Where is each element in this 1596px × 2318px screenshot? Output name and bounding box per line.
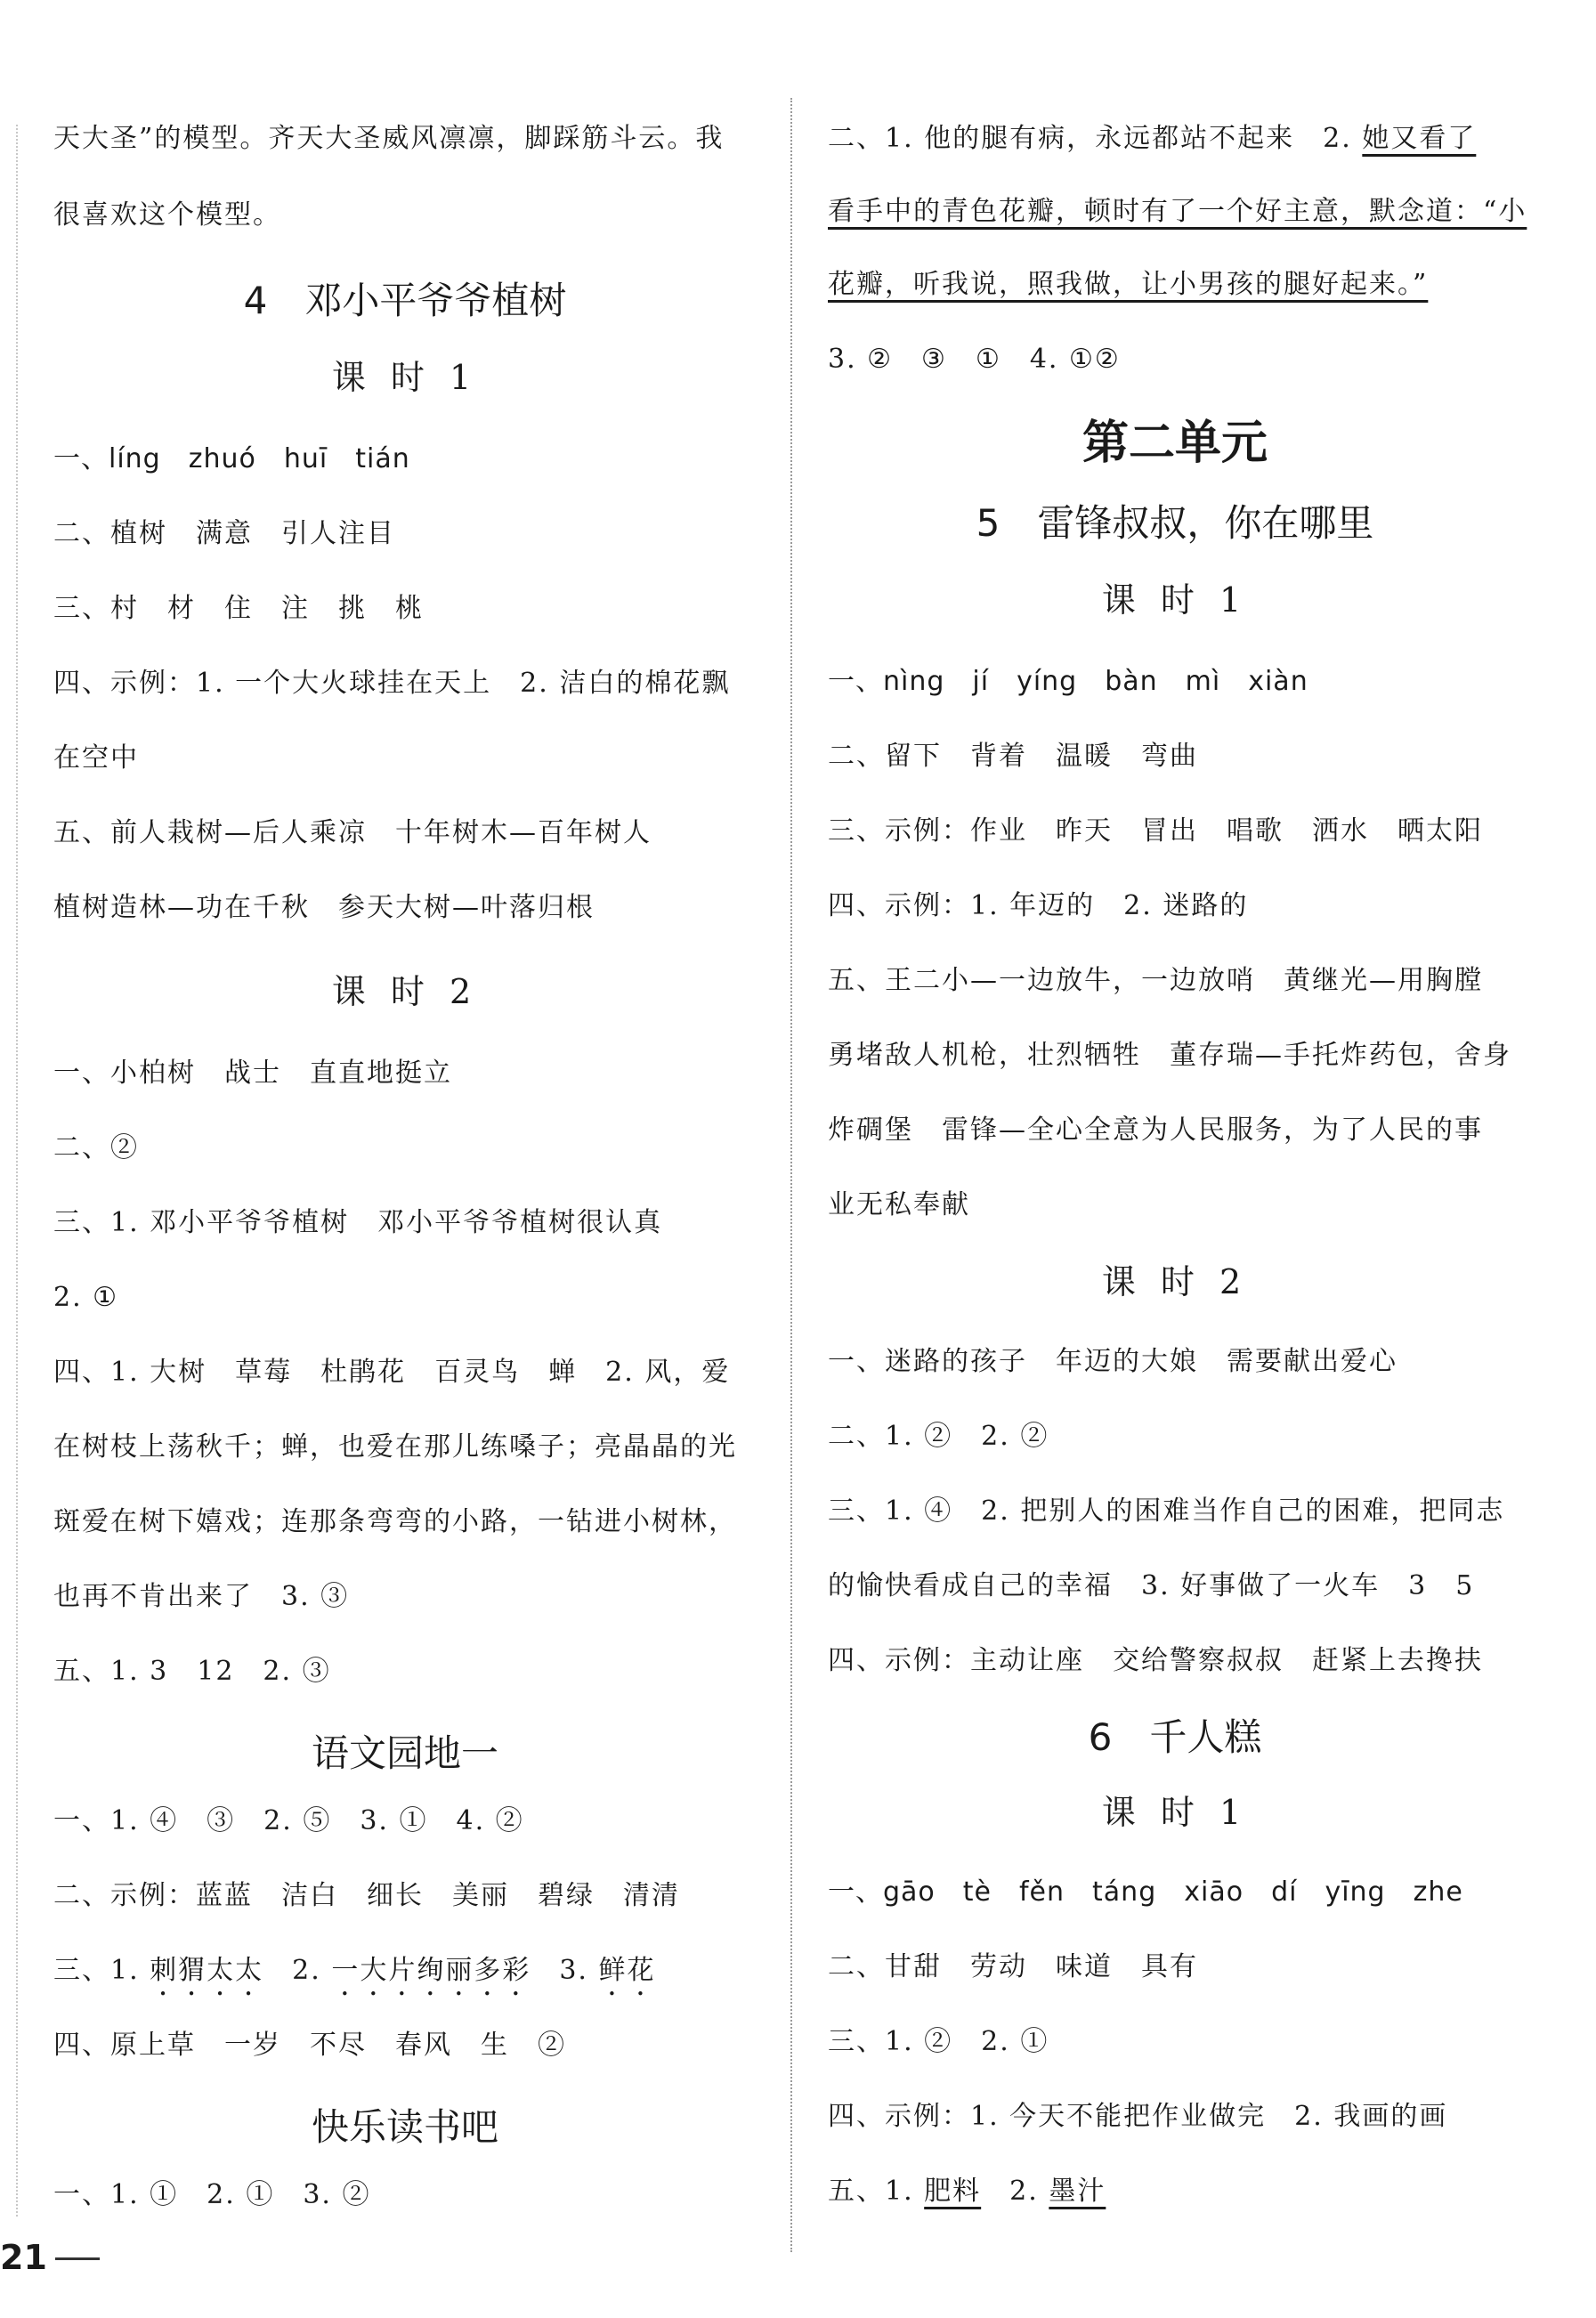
answer-line: 业无私奉献 [828, 1189, 970, 1220]
answer-line: 四、示例：1. 一个大火球挂在天上 2. 洁白的棉花飘 [53, 668, 731, 699]
right-column [828, 0, 1527, 2318]
text-line: 天大圣”的模型。齐天大圣威风凛凛，脚踩筋斗云。我 [53, 123, 725, 154]
answer-line: 二、1. ② 2. ② [828, 1421, 1049, 1452]
answer-line: 一、gāo tè fěn táng xiāo dí yīng zhe [828, 1876, 1463, 1908]
answer-line: 植树造林—功在千秋 参天大树—叶落归根 [53, 892, 595, 923]
answer-line: 三、1. 邓小平爷爷植树 邓小平爷爷植树很认真 [53, 1207, 663, 1238]
answer-line: 四、1. 大树 草莓 杜鹃花 百灵鸟 蝉 2. 风，爱 [53, 1357, 731, 1388]
answer-line: 二、留下 背着 温暖 弯曲 [828, 741, 1198, 772]
answer-line: 五、1. 3 12 2. ③ [53, 1656, 331, 1687]
answer-line: 在树枝上荡秋千；蝉，也爱在那儿练嗓子；亮晶晶的光 [53, 1431, 737, 1463]
answer-line: 2. ① [53, 1282, 119, 1313]
page-number-dash [55, 2257, 100, 2260]
column-divider [790, 98, 792, 2252]
answer-line: 炸碉堡 雷锋—全心全意为人民服务，为了人民的事 [828, 1114, 1483, 1146]
underlined-answer: 墨汁 [1049, 2176, 1106, 2207]
answer-line: 也再不肯出来了 3. ③ [53, 1581, 350, 1612]
answer-line [828, 121, 1522, 157]
answer-line: 三、示例：作业 昨天 冒出 唱歌 洒水 晒太阳 [828, 815, 1483, 847]
answer-line: 一、1. ④ ③ 2. ⑤ 3. ① 4. ② [53, 1805, 524, 1836]
answer-line: 一、迷路的孩子 年迈的大娘 需要献出爱心 [828, 1346, 1398, 1377]
answer-line: 二、植树 满意 引人注目 [53, 518, 395, 549]
answer-prefix: 2. [981, 2176, 1049, 2207]
answer-line: 勇堵敌人机枪，壮烈牺牲 董存瑞—手托炸药包，舍身 [828, 1040, 1511, 1071]
answer-line: 一、líng zhuó huī tián [53, 443, 410, 474]
dotted-answer: 刺猬太太 [150, 1955, 264, 1986]
answer-line: 一、小柏树 战士 直直地挺立 [53, 1058, 452, 1089]
left-column [53, 0, 757, 2318]
page-number: 21 [0, 2238, 47, 2277]
answer-line: 二、甘甜 劳动 味道 具有 [828, 1951, 1198, 1982]
answer-line: 三、1. ④ 2. 把别人的困难当作自己的困难，把同志 [828, 1495, 1505, 1527]
answer-line: 的愉快看成自己的幸福 3. 好事做了一火车 3 5 [828, 1570, 1475, 1601]
answer-line: 四、示例：1. 今天不能把作业做完 2. 我画的画 [828, 2101, 1448, 2132]
section-title: 课 时 2 [1101, 1262, 1249, 1301]
answer-line: 二、示例：蓝蓝 洁白 细长 美丽 碧绿 清清 [53, 1880, 680, 1911]
answer-line: 一、1. ① 2. ① 3. ② [53, 2179, 371, 2210]
dotted-answer: 鲜花 [598, 1955, 656, 1986]
section-title: 课 时 2 [331, 972, 479, 1011]
dotted-answer: 一大片绚丽多彩 [331, 1955, 531, 1986]
answer-line: 二、② [53, 1132, 139, 1163]
answer-line: 五、前人栽树—后人乘凉 十年树木—百年树人 [53, 817, 652, 848]
answer-prefix: 三、1. [53, 1955, 150, 1986]
answer-line: 一、nìng jí yíng bàn mì xiàn [828, 666, 1308, 697]
lesson-title: 5 雷锋叔叔，你在哪里 [976, 501, 1374, 545]
section-title: 课 时 1 [331, 358, 479, 397]
lesson-title: 6 千人糕 [1088, 1715, 1262, 1759]
unit-title: 第二单元 [1082, 417, 1268, 470]
answer-prefix: 五、1. [828, 2176, 925, 2207]
answer-prefix: 二、1. 他的腿有病，永远都站不起来 2. [828, 123, 1363, 154]
answer-line: 四、原上草 一岁 不尽 春风 生 ② [53, 2030, 566, 2061]
binding-edge [16, 125, 18, 2217]
underlined-answer: 她又看了 [1362, 123, 1477, 154]
answer-line: 三、1. ② 2. ① [828, 2026, 1049, 2057]
underlined-answer: 肥料 [924, 2176, 982, 2207]
section-title: 课 时 1 [1101, 1793, 1249, 1832]
answer-line: 3. ② ③ ① 4. ①② [828, 344, 1121, 375]
underlined-answer: 看手中的青色花瓣，顿时有了一个好主意，默念道：“小 [828, 196, 1527, 227]
answer-line: 四、示例：主动让座 交给警察叔叔 赶紧上去搀扶 [828, 1645, 1483, 1676]
answer-line: 五、王二小—一边放牛，一边放哨 黄继光—用胸膛 [828, 965, 1483, 996]
section-heading: 语文园地一 [311, 1731, 498, 1775]
answer-line: 在空中 [53, 742, 139, 774]
text-line: 很喜欢这个模型。 [53, 199, 281, 231]
section-title: 课 时 1 [1101, 580, 1249, 620]
answer-prefix: 2. [263, 1955, 332, 1986]
answer-line [828, 2174, 1522, 2209]
answer-line: 斑爱在树下嬉戏；连那条弯弯的小路，一钻进小树林， [53, 1506, 737, 1537]
lesson-title: 4 邓小平爷爷植树 [243, 279, 567, 322]
answer-line [53, 1953, 757, 2002]
answer-prefix: 3. [531, 1955, 599, 1986]
section-heading: 快乐读书吧 [311, 2105, 498, 2149]
answer-line: 三、村 材 住 注 挑 桃 [53, 593, 424, 624]
answer-line: 四、示例：1. 年迈的 2. 迷路的 [828, 890, 1249, 921]
underlined-answer: 花瓣，听我说，照我做，让小男孩的腿好起来。” [828, 269, 1429, 300]
